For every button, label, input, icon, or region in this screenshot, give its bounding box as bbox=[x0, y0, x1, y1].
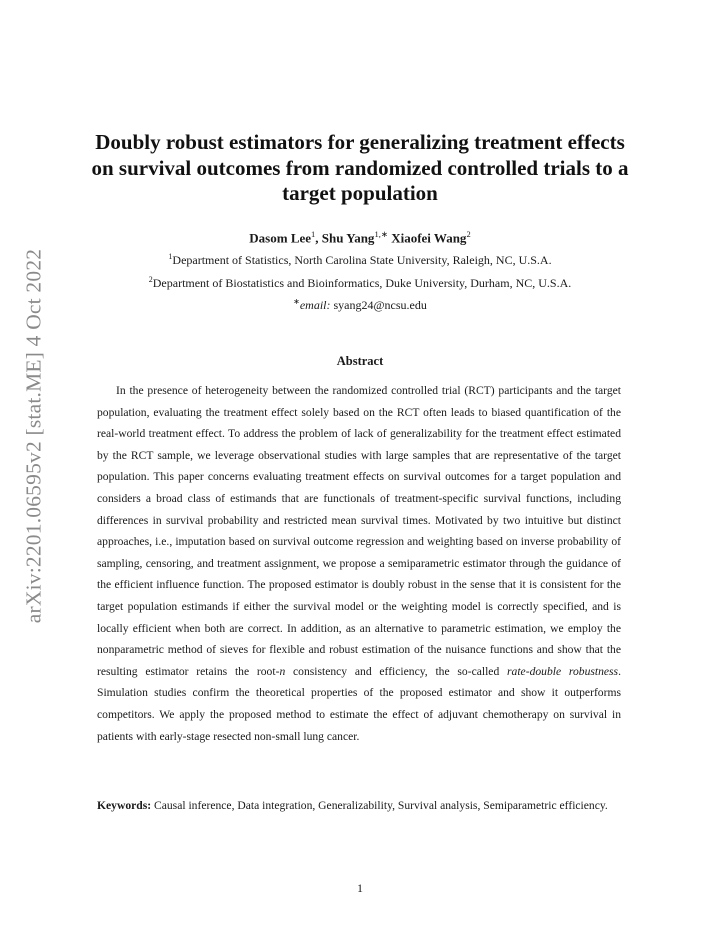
author-affiliation-mark: 1,∗ bbox=[374, 229, 388, 239]
author-list bbox=[0, 229, 720, 246]
contact-email bbox=[0, 297, 720, 313]
author-name: Shu Yang bbox=[321, 230, 375, 246]
page-number: 1 bbox=[357, 881, 363, 895]
keywords bbox=[97, 795, 621, 817]
title-line-3: target population bbox=[282, 181, 438, 205]
abstract-heading: Abstract bbox=[336, 354, 384, 368]
affiliation-1 bbox=[0, 252, 720, 268]
author-affiliation-mark: 2 bbox=[466, 229, 471, 239]
abstract-italic-term: rate-double robustness bbox=[507, 664, 619, 678]
abstract-text: consistency and efficiency, the so-called bbox=[285, 664, 508, 678]
abstract-italic-n: n bbox=[279, 664, 286, 678]
affiliation-mark: 1 bbox=[168, 252, 173, 261]
paper-title bbox=[60, 130, 660, 207]
abstract-body bbox=[97, 380, 621, 747]
email-address[interactable]: syang24@ncsu.edu bbox=[333, 298, 427, 312]
title-line-1: Doubly robust estimators for generalizing treatment effects bbox=[95, 130, 625, 154]
email-label: email: bbox=[299, 298, 331, 312]
author-separator: , bbox=[315, 230, 322, 246]
affiliation-mark: 2 bbox=[148, 275, 153, 284]
author-name: Dasom Lee bbox=[249, 230, 312, 246]
title-line-2: on survival outcomes from randomized controlled trials to a bbox=[91, 155, 629, 180]
affiliation-text: Department of Biostatistics and Bioinformatics, Duke University, Durham, NC, U.S.A. bbox=[152, 276, 572, 290]
abstract-text: . Simulation studies confirm the theoretical properties of the proposed estimator and show it outperforms competitors. We apply the proposed method to estimate the effect of adjuvant chemotherapy on survival in patients with early-stage resected non-small lung cancer. bbox=[97, 664, 621, 743]
author-affiliation-mark: 1 bbox=[311, 229, 316, 239]
keywords-text: Causal inference, Data integration, Generalizability, Survival analysis, Semiparametric efficiency. bbox=[151, 799, 608, 812]
corresponding-mark: ∗ bbox=[293, 297, 300, 306]
abstract-text: In the presence of heterogeneity between the randomized controlled trial (RCT) participants and the target population, evaluating the treatment effect solely based on the RCT often leads to biased quantification of the real-world treatment effect. To address the problem of lack of generalizability for the treatment effect estimated by the RCT sample, we leverage observational studies with large samples that are representative of the target population. This paper concerns evaluating treatment effects on survival outcomes for a target population and considers a broad class of estimands that are functionals of treatment-specific survival functions, including differences in survival probability and restricted mean survival times. Motivated by two intuitive but distinct approaches, i.e., imputation based on survival outcome regression and weighting based on inverse probability of sampling, censoring, and treatment assignment, we propose a semiparametric estimator through the guidance of the efficient influence function. The proposed estimator is doubly robust in the sense that it is consistent for the target population estimands if either the survival model or the weighting model is correctly specified, and is locally efficient when both are correct. In addition, as an alternative to parametric estimation, we employ the nonparametric method of sieves for flexible and robust estimation of the nuisance functions and show that the resulting estimator retains the root- bbox=[97, 384, 621, 678]
arxiv-identifier: arXiv:2201.06595v2 [stat.ME] 4 Oct 2022 bbox=[21, 248, 46, 624]
author-name: Xiaofei Wang bbox=[391, 230, 467, 246]
affiliation-text: Department of Statistics, North Carolina State University, Raleigh, NC, U.S.A. bbox=[172, 253, 552, 267]
affiliation-2 bbox=[0, 275, 720, 291]
keywords-label: Keywords: bbox=[97, 799, 152, 812]
